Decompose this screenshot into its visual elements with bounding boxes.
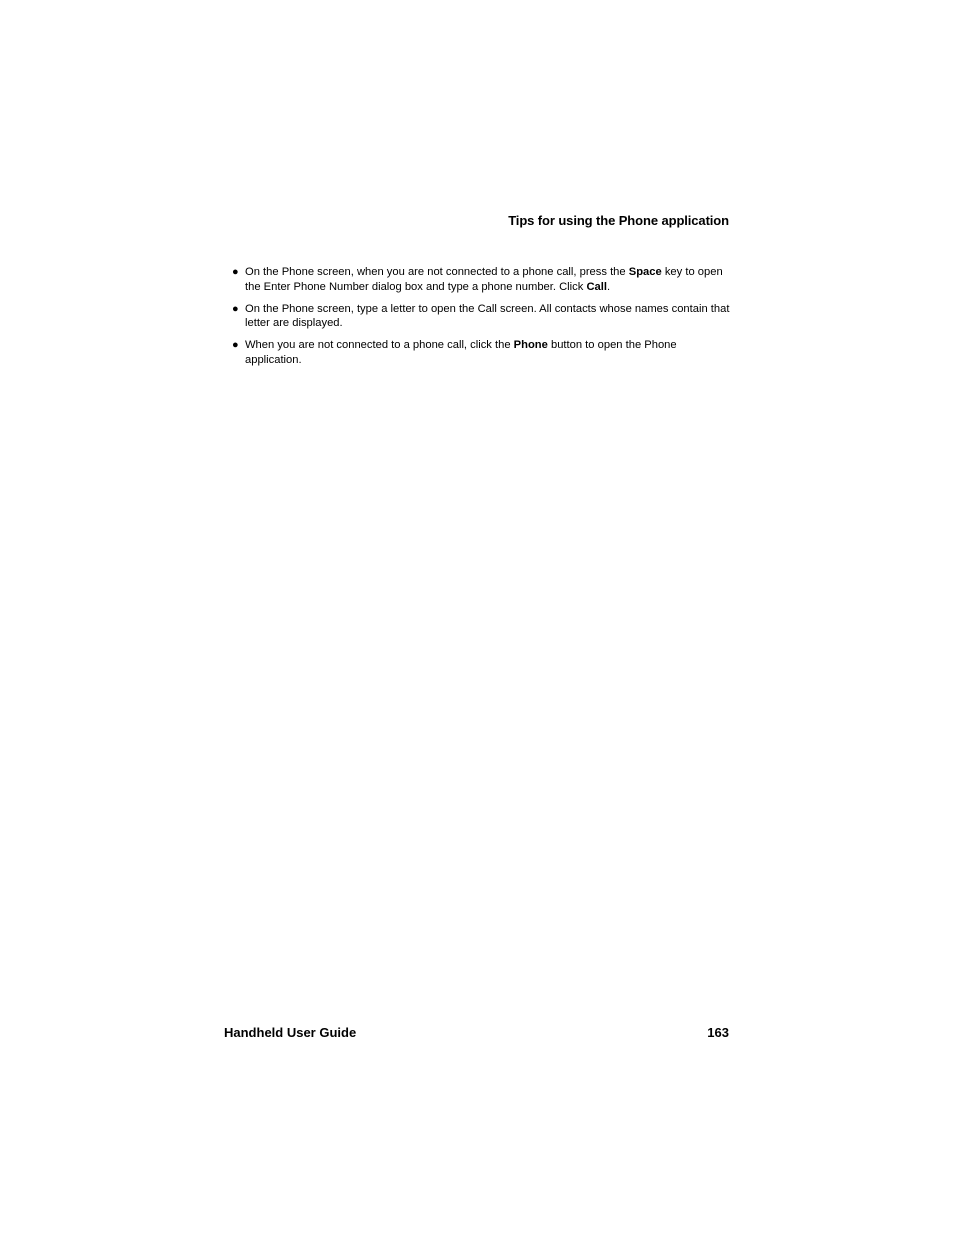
tip-text: key to open the Enter Phone Number dialog box and type a phone number. Click [245, 266, 723, 293]
tip-bold-key: Space [628, 266, 662, 278]
tip-bold-key: Phone [513, 339, 548, 351]
page-number: 163 [707, 1025, 729, 1040]
tips-list [232, 265, 732, 375]
tip-text: button to open the Phone application. [245, 339, 677, 366]
footer-guide-title: Handheld User Guide [224, 1025, 357, 1040]
tip-text: On the Phone screen, type a letter to open the Call screen. All contacts whose names contain that letter are displayed. [245, 302, 730, 329]
tip-text: On the Phone screen, when you are not connected to a phone call, press the [245, 266, 629, 278]
tip-item [232, 302, 732, 331]
bullet-icon: ● [232, 339, 239, 351]
section-title: Tips for using the Phone application [508, 213, 729, 228]
tip-text: When you are not connected to a phone call, click the [245, 339, 514, 351]
tip-item [232, 265, 732, 294]
tip-item [232, 338, 732, 367]
tip-text: . [606, 280, 611, 293]
tip-bold-key: Call [586, 280, 607, 293]
bullet-icon: ● [232, 302, 239, 315]
bullet-icon: ● [232, 266, 239, 278]
